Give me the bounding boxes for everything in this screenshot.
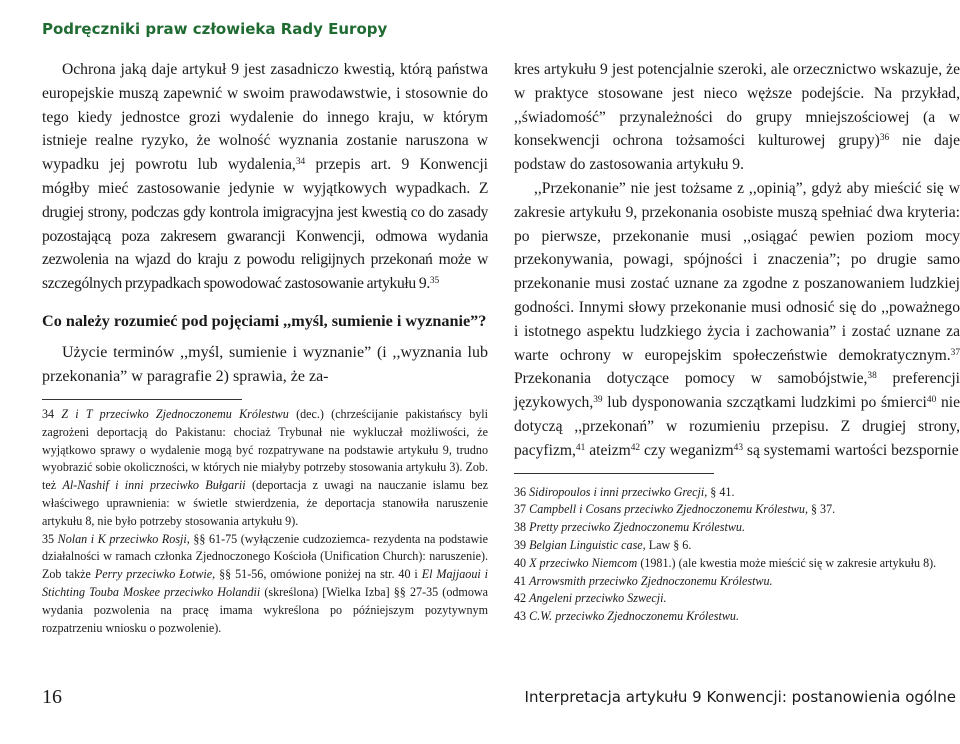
footnote-40: [514, 555, 960, 573]
paragraph-belief: [514, 177, 960, 463]
footnote-text: , §§ 51-56, omówione poniżej na str. 40 i: [212, 567, 418, 582]
footnote-number: 34: [42, 406, 55, 421]
case-name: Al-Nashif i inni przeciwko Bułgarii: [62, 478, 246, 493]
footnote-divider: [42, 399, 242, 400]
footnote-number: 37: [514, 502, 527, 517]
footnote-number: 36: [514, 484, 527, 499]
footnote-number: 41: [514, 573, 527, 588]
footnote-text: (1981.) (ale kwestia może mieścić się w zakresie artykułu 8).: [640, 555, 937, 570]
text-segment: lub dysponowania szczątkami ludzkimi po śmierci: [607, 394, 927, 412]
footnote-ref-34[interactable]: 34: [295, 157, 306, 168]
footnotes-right: [514, 484, 960, 626]
case-name: Arrowsmith przeciwko Zjednoczonemu Królestwu.: [529, 573, 773, 588]
text-segment: są systemami wartości bezspornie: [746, 441, 959, 459]
text-segment: nie daje podstaw do zastosowania artykułu 9.: [514, 132, 960, 174]
section-heading: Co należy rozumieć pod pojęciami ,,myśl, sumienie i wyznanie”?: [42, 311, 487, 330]
text-segment: kres artykułu 9 jest potencjalnie szeroki, ale orzecznictwo wskazuje, że w praktyce stosowane jest nieco węższe podejście. Na przykład, ,,świadomość” przynależności do grupy mniejszościowej (a w konsekwencji ochrona tożsamości kulturowej grupy): [514, 61, 960, 150]
footnote-41: [514, 573, 960, 591]
footnote-ref-41[interactable]: 41: [575, 442, 586, 453]
footnote-43: [514, 608, 960, 626]
case-name: Sidiropoulos i inni przeciwko Grecji: [529, 484, 705, 499]
footnote-text: , Law § 6.: [642, 537, 692, 552]
case-name: C.W. przeciwko Zjednoczonemu Królestwu.: [529, 609, 739, 624]
text-segment: ,,Przekonanie” nie jest tożsame z ,,opinią”, gdyż aby mieścić się w zakresie artykułu 9, przekonania osobiste muszą spełniać dwa kryteria: po pierwsze, przekonanie musi ,,osiągać pewien poziom mocy przekonywania, powagi, spójności i znaczenia”; po drugie samo przekonanie musi zostać uznane za zgodne z poszanowaniem ludzkiej godności. Innymi słowy przekonanie musi odnosić się do ,,poważnego i istotnego aspektu ludzkiego życia i zachowania” i zostać uznane za warte ochrony w europejskim społeczeństwie demokratycznym.: [514, 179, 960, 364]
footnote-ref-40[interactable]: 40: [926, 395, 937, 406]
text-segment: nie dotyczą ,,przekonań” w rozumieniu przepisu. Z drugiej strony, pacyfizm,: [514, 394, 960, 459]
text-segment: ateizm: [589, 441, 631, 459]
case-name: Campbell i Cosans przeciwko Zjednoczonemu Królestwu: [529, 502, 805, 517]
footnote-ref-35[interactable]: 35: [429, 276, 440, 287]
case-name: X przeciwko Niemcom: [529, 555, 638, 570]
footnote-text: (dec.) (chrześcijanie pakistańscy byli zagrożeni deportacją do Pakistanu: chociaż Trybunał nie wykluczał możliwości, że wyjątkowo sprawy o wydalenie mogą być rozpatrywane na podstawie artykułu 9, trudno wyobrazić sobie okoliczności, w których nie miałyby potrzeby stosowania artykułu 3). Zob. też: [42, 406, 489, 493]
case-name: Belgian Linguistic case: [529, 537, 643, 552]
footnote-number: 38: [514, 520, 527, 535]
text-segment: czy weganizm: [644, 441, 734, 459]
text-segment: preferencji językowych,: [514, 370, 960, 412]
footnote-ref-37[interactable]: 37: [950, 347, 960, 358]
footnote-35: [42, 531, 488, 638]
case-name: Z i T przeciwko Zjednoczonemu Królestwu: [61, 406, 289, 421]
footnote-36: [514, 484, 960, 502]
footnote-text: (skreślona) [Wielka Izba] §§ 27-35 (odmowa wydania pozwolenia na pracę imama wykreślona po późniejszym pozytywnym rozpatrzeniu wniosku o pozwolenie).: [42, 584, 488, 635]
footnote-number: 43: [514, 609, 527, 624]
footnote-number: 35: [42, 531, 55, 546]
footnote-ref-38[interactable]: 38: [867, 371, 877, 382]
footnote-number: 39: [514, 537, 527, 552]
paragraph-terms: Użycie terminów ,,myśl, sumienie i wyznanie” (i ,,wyznania lub przekonania” w paragrafie 2) sprawia, że za-: [42, 343, 488, 385]
footnote-39: [514, 537, 960, 555]
text-segment: Przekonania dotyczące pomocy w samobójstwie,: [514, 370, 868, 388]
paragraph-intro: [42, 58, 488, 296]
text-segment: Ochrona jaką daje artykuł 9 jest zasadniczo kwestią, którą państwa europejskie muszą zapewnić w swoim prawodawstwie, i stosownie do tego kiedy jednostce grozi wydalenie do innego kraju, w którym istnieje realne ryzyko, że wolność wyznania zostanie naruszona w wypadku jej powrotu lub wydalenia,: [42, 61, 488, 174]
footnote-38: [514, 519, 960, 537]
running-header: Podręczniki praw człowieka Rady Europy: [42, 20, 388, 38]
footnote-34: [42, 406, 488, 531]
case-name: Nolan i K przeciwko Rosji: [57, 531, 187, 546]
footnote-text: , § 41.: [704, 484, 735, 499]
case-name: Pretty przeciwko Zjednoczonemu Królestwu.: [529, 520, 745, 535]
footnote-37: [514, 501, 960, 519]
page-number: 16: [42, 686, 62, 708]
case-name: El Majjaoui i Stichting Touba Moskee przeciwko Holandii: [42, 567, 488, 599]
footnote-ref-42[interactable]: 42: [630, 442, 641, 453]
case-name: Angeleni przeciwko Szwecji.: [529, 591, 667, 606]
footnote-number: 40: [514, 555, 527, 570]
paragraph-scope: [514, 58, 960, 177]
footnote-divider: [514, 473, 714, 474]
case-name: Perry przeciwko Łotwie: [94, 567, 213, 582]
footnote-ref-43[interactable]: 43: [733, 442, 743, 453]
running-footer: Interpretacja artykułu 9 Konwencji: postanowienia ogólne: [524, 688, 956, 706]
footnote-42: [514, 590, 960, 608]
right-column: [514, 58, 960, 626]
left-column: [42, 58, 488, 637]
footnote-text: , §§ 61-75 (wyłączenie cudzoziemca- rezydenta na podstawie działalności w ramach członka Zjednoczonego Kościoła (Unification Church): naruszenie). Zob także: [42, 531, 488, 582]
footnote-text: , § 37.: [804, 502, 836, 517]
footnote-number: 42: [514, 591, 527, 606]
footnote-text: (deportacja z uwagi na nauczanie islamu bez właściwego uprawnienia: w świetle stwierdzenia, że deportacja stanowiła naruszenie artykułu 8, nie było potrzeby stosowania artykułu 9).: [42, 478, 488, 528]
text-segment: Z drugiej strony, podczas gdy kontrola imigracyjna jest kwestią co do zasady pozostającą poza zakresem gwarancji Konwencji, odmowa wydania zezwolenia na wjazd do kraju z powodu religijnych przekonań może w szczególnych przypadkach spowodować zastosowanie artykułu 9.: [42, 179, 488, 293]
footnote-ref-39[interactable]: 39: [593, 395, 603, 406]
text-segment: przepis art. 9 Konwencji mógłby mieć zastosowanie jedynie w wyjątkowych wypadkach.: [42, 156, 488, 197]
footnote-ref-36[interactable]: 36: [879, 133, 890, 144]
